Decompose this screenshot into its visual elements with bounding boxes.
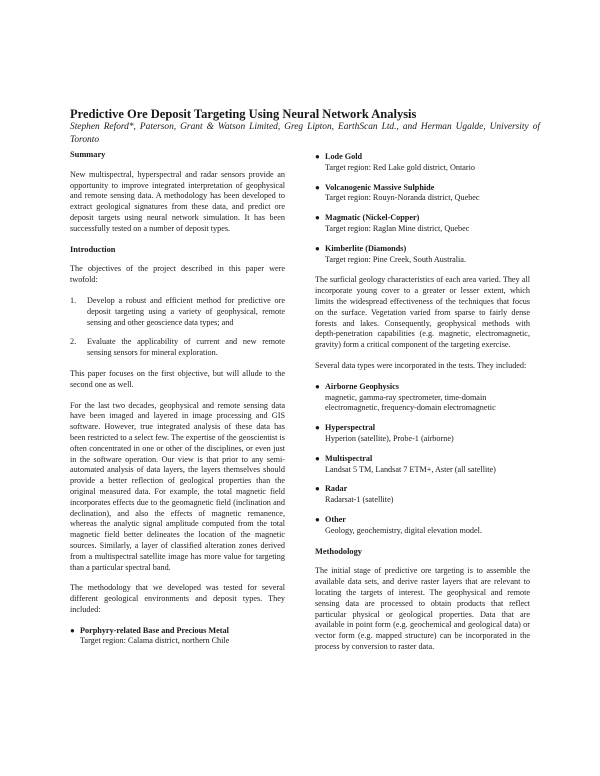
bullet-icon: ● (315, 453, 320, 463)
data-type-list (315, 382, 530, 537)
objective-item (70, 337, 285, 359)
objective-number: 2. (70, 337, 77, 347)
methodology-text: The initial stage of predictive ore targeting is to assemble the available data sets, and derive raster layers that are relevant to locating the targets of interest. The geophysical and remote sensing data are processed to obtain products that reflect particular physical or geological properties. Data that are available in point form (e.g. geochemical and geological data) or vector form (e.g. mapped structure) can be incorporated in the process by conversion to raster data. (315, 566, 530, 651)
deposit-name: Magmatic (Nickel-Copper) (325, 213, 420, 223)
deposit-target: Target region: Red Lake gold district, Ontario (325, 162, 476, 172)
data-type-name: Radar (325, 484, 348, 494)
data-type-name: Airborne Geophysics (325, 381, 399, 391)
deposit-item (70, 626, 285, 648)
deposit-name: Volcanogenic Massive Sulphide (325, 182, 435, 192)
data-type-desc: Geology, geochemistry, digital elevation model. (325, 525, 482, 535)
data-type-item (315, 382, 530, 414)
summary-text: New multispectral, hyperspectral and radar sensors provide an opportunity to improve integrated interpretation of geophysical and remote sensing data. A methodology has been developed to extract geological signatures from these data, and predict ore deposit targets using neural network simulation. It has been successfully tested on a number of deposit types. (70, 169, 285, 233)
data-type-item (315, 423, 530, 445)
deposit-item (315, 183, 530, 205)
bullet-icon: ● (315, 423, 320, 433)
deposit-list (315, 152, 530, 265)
objective-text: Evaluate the applicability of current and new remote sensing sensors for mineral exploration. (87, 337, 285, 358)
data-type-name: Multispectral (325, 453, 373, 463)
deposit-item (315, 213, 530, 235)
deposit-item (315, 152, 530, 174)
paper-title: Predictive Ore Deposit Targeting Using Neural Network Analysis (70, 107, 417, 121)
data-type-name: Hyperspectral (325, 423, 376, 433)
data-type-desc: Radarsat-1 (satellite) (325, 495, 394, 505)
objective-text: Develop a robust and efficient method for predictive ore deposit targeting using a variety of geophysical, remote sensing and other geoscience data types; and (87, 295, 285, 327)
deposit-list (70, 626, 285, 648)
right-column (315, 152, 530, 663)
deposit-name: Porphyry-related Base and Precious Metal (80, 625, 229, 635)
deposit-item (315, 244, 530, 266)
bullet-icon: ● (315, 514, 320, 524)
author-line: Stephen Reford*, Paterson, Grant & Watson Limited, Greg Lipton, EarthScan Ltd., and Herman Ugalde, University of Toronto (70, 122, 540, 145)
deposit-target: Target region: Calama district, northern Chile (80, 636, 230, 646)
deposit-name: Lode Gold (325, 152, 363, 161)
bullet-icon: ● (315, 213, 320, 223)
left-column (70, 150, 285, 657)
objective-number: 1. (70, 295, 77, 305)
data-type-desc: Hyperion (satellite), Probe-1 (airborne) (325, 433, 454, 443)
bullet-icon: ● (315, 381, 320, 391)
bullet-icon: ● (315, 243, 320, 253)
body-paragraph: Several data types were incorporated in the tests. They included: (315, 360, 527, 370)
data-type-name: Other (325, 514, 346, 524)
data-type-item (315, 454, 530, 476)
bullet-icon: ● (315, 152, 320, 161)
intro-paragraph: The objectives of the project described in this paper were twofold: (70, 264, 285, 285)
bullet-icon: ● (70, 625, 75, 635)
objective-item (70, 296, 285, 328)
deposit-name: Kimberlite (Diamonds) (325, 243, 407, 253)
intro-paragraph: The methodology that we developed was tested for several different geological environments and deposit types. They included: (70, 583, 285, 614)
body-paragraph: The surficial geology characteristics of each area varied. They all incorporate young cover to a greater or lesser extent, which limits the widespread effectiveness of the techniques that focus on the surface. Vegetation varied from sparse to fairly dense forests and lakes. Consequently, geophysical methods with depth-penetration capabilities (e.g. magnetic, electromagnetic, gravity) form a critical component of the targeting exercise. (315, 275, 530, 350)
introduction-heading: Introduction (70, 244, 116, 254)
data-type-desc: magnetic, gamma-ray spectrometer, time-domain electromagnetic, frequency-domain electromagnetic (325, 392, 496, 413)
bullet-icon: ● (315, 484, 320, 494)
deposit-target: Target region: Pine Creek, South Australia. (325, 254, 466, 264)
data-type-item (315, 484, 530, 506)
bullet-icon: ● (315, 182, 320, 192)
data-type-item (315, 515, 530, 537)
methodology-heading: Methodology (315, 546, 362, 556)
intro-paragraph: This paper focuses on the first objective, but will allude to the second one as well. (70, 368, 285, 389)
deposit-target: Target region: Raglan Mine district, Quebec (325, 223, 470, 233)
intro-paragraph: For the last two decades, geophysical and remote sensing data have been imaged and layered in image processing and GIS software. However, true integrated analysis of these data has been restricted to a select few. The expertise of the geoscientist is often concentrated in one or other of the disciplines, or even just in the software operation. Our view is that prior to any semi-automated analysis of data layers, the layers themselves should provide a better reflection of geological properties than the original measured data. For example, the total magnetic field incorporates effects due to the geomagnetic field (inclination and declination), and also the effects of magnetic remanence, whereas the analytic signal amplitude computed from the total magnetic field better delineates the location of the magnetic sources. Similarly, a layer of classified alteration zones derived from a multispectral satellite image has more value for targeting than a particular spectral band. (70, 400, 285, 572)
data-type-desc: Landsat 5 TM, Landsat 7 ETM+, Aster (all satellite) (325, 464, 496, 474)
deposit-target: Target region: Rouyn-Noranda district, Quebec (325, 193, 480, 203)
objectives-list (70, 296, 285, 359)
summary-heading: Summary (70, 150, 106, 159)
